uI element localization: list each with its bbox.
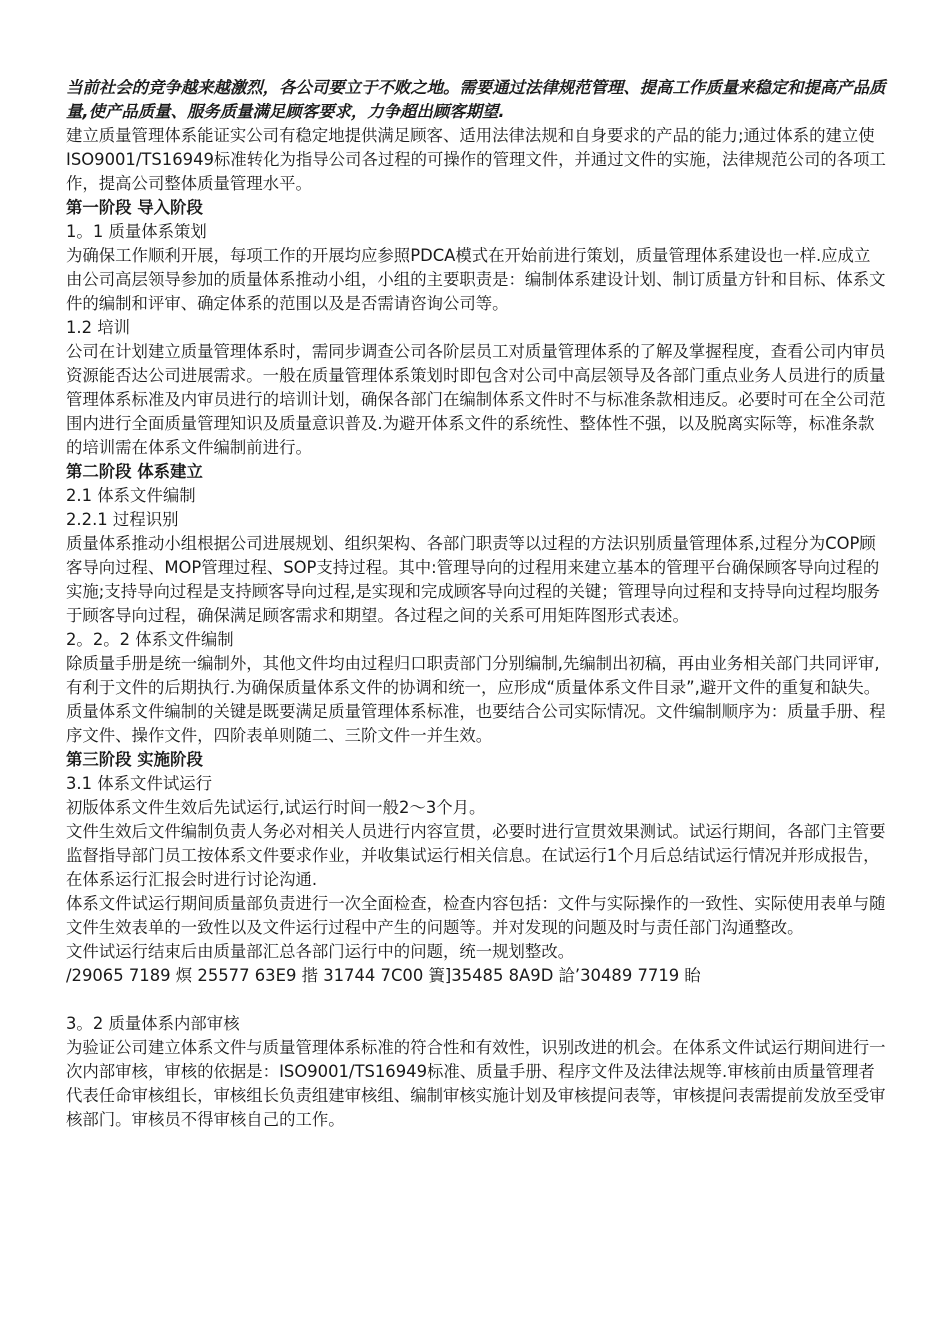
overview-paragraph: 建立质量管理体系能证实公司有稳定地提供满足顾客、适用法律法规和自身要求的产品的能力;通过体系的建立使ISO9001/TS16949标准转化为指导公司各过程的可操作的管理文件，并通过文件的实施，法律规范公司的各项工作，提高公司整体质量管理水平。 [66, 126, 886, 193]
garbled-text-line: /29065 7189 熐 25577 63E9 揩 31744 7C00 簀]35485 8A9D 詥’30489 7719 眙 [66, 966, 701, 985]
section-2-2-1-text: 质量体系推动小组根据公司进展规划、组织架构、各部门职责等以过程的方法识别质量管理体系,过程分为COP顾客导向过程、MOP管理过程、SOP支持过程。其中:管理导向的过程用来建立基本的管理平台确保顾客导向过程的实施;支持导向过程是支持顾客导向过程,是实现和完成顾客导向过程的关键；管理导向过程和支持导向过程均服务于顾客导向过程，确保满足顾客需求和期望。各过程之间的关系可用矩阵图形式表述。 [66, 534, 880, 625]
section-3-2-title: 3。2 质量体系内部审核 [66, 1014, 240, 1033]
section-3-1-title: 3.1 体系文件试运行 [66, 774, 213, 793]
stage3-heading: 第三阶段 实施阶段 [66, 750, 203, 769]
section-3-1-text-2: 文件生效后文件编制负责人务必对相关人员进行内容宣贯，必要时进行宣贯效果测试。试运行期间，各部门主管要监督指导部门员工按体系文件要求作业，并收集试运行相关信息。在试运行1个月后总结试运行情况并形成报告，在体系运行汇报会时进行讨论沟通. [66, 822, 886, 889]
stage1-heading: 第一阶段 导入阶段 [66, 198, 203, 217]
section-2-2-2-title: 2。2。2 体系文件编制 [66, 630, 234, 649]
section-3-1-text-4: 文件试运行结束后由质量部汇总各部门运行中的问题，统一规划整改。 [66, 942, 575, 961]
intro-paragraph: 当前社会的竞争越来越激烈，各公司要立于不败之地。需要通过法律规范管理、提高工作质量来稳定和提高产品质量,使产品质量、服务质量满足顾客要求，力争超出顾客期望. [66, 78, 886, 121]
section-3-1-text-1: 初版体系文件生效后先试运行,试运行时间一般2～3个月。 [66, 798, 486, 817]
section-1-1-title: 1。1 质量体系策划 [66, 222, 207, 241]
document-page [66, 76, 886, 1132]
section-2-2-2-text-1: 除质量手册是统一编制外，其他文件均由过程归口职责部门分别编制,先编制出初稿，再由业务相关部门共同评审,有利于文件的后期执行.为确保质量体系文件的协调和统一，应形成“质量体系文件目录”,避开文件的重复和缺失。 [66, 654, 881, 697]
section-1-2-text: 公司在计划建立质量管理体系时，需同步调查公司各阶层员工对质量管理体系的了解及掌握程度，查看公司内审员资源能否达公司进展需求。一般在质量管理体系策划时即包含对公司中高层领导及各部门重点业务人员进行的质量管理体系标准及内审员进行的培训计划，确保各部门在编制体系文件时不与标准条款相违反。必要时可在全公司范围内进行全面质量管理知识及质量意识普及.为避开体系文件的系统性、整体性不强，以及脱离实际等，标准条款的培训需在体系文件编制前进行。 [66, 342, 886, 457]
section-3-1-text-3: 体系文件试运行期间质量部负责进行一次全面检查，检查内容包括：文件与实际操作的一致性、实际使用表单与随文件生效表单的一致性以及文件运行过程中产生的问题等。并对发现的问题及时与责任部门沟通整改。 [66, 894, 886, 937]
section-2-2-1-title: 2.2.1 过程识别 [66, 510, 179, 529]
stage2-heading: 第二阶段 体系建立 [66, 462, 203, 481]
section-1-1-text: 为确保工作顺利开展，每项工作的开展均应参照PDCA模式在开始前进行策划，质量管理体系建设也一样.应成立由公司高层领导参加的质量体系推动小组，小组的主要职责是：编制体系建设计划、制订质量方针和目标、体系文件的编制和评审、确定体系的范围以及是否需请咨询公司等。 [66, 246, 886, 313]
section-1-2-title: 1.2 培训 [66, 318, 131, 337]
section-3-2-text: 为验证公司建立体系文件与质量管理体系标准的符合性和有效性，识别改进的机会。在体系文件试运行期间进行一次内部审核，审核的依据是：ISO9001/TS16949标准、质量手册、程序文件及法律法规等.审核前由质量管理者代表任命审核组长，审核组长负责组建审核组、编制审核实施计划及审核提问表等，审核提问表需提前发放至受审核部门。审核员不得审核自己的工作。 [66, 1038, 886, 1129]
section-2-2-2-text-2: 质量体系文件编制的关键是既要满足质量管理体系标准，也要结合公司实际情况。文件编制顺序为：质量手册、程序文件、操作文件，四阶表单则随二、三阶文件一并生效。 [66, 702, 886, 745]
section-2-1-title: 2.1 体系文件编制 [66, 486, 196, 505]
